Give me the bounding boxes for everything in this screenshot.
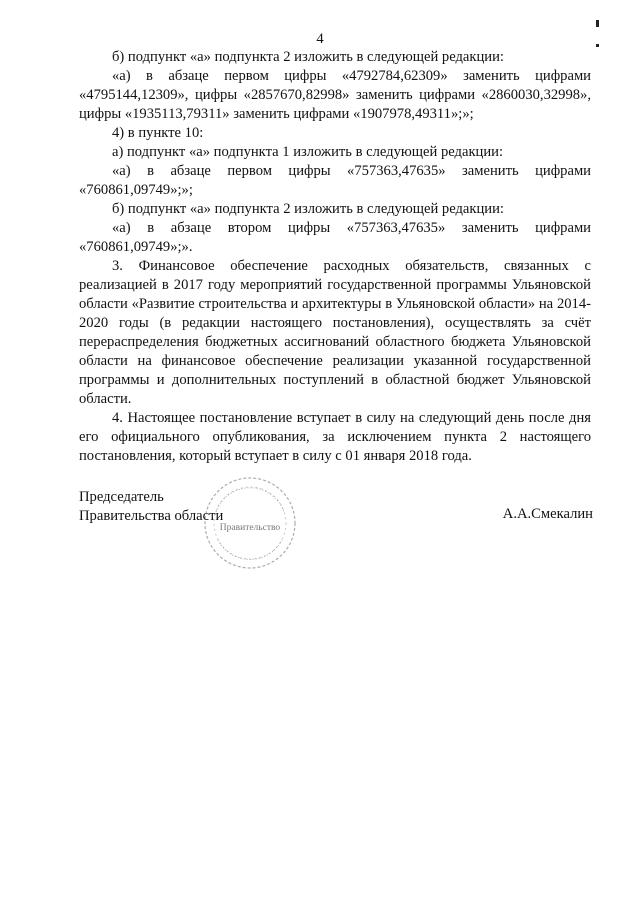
paragraph-amendment-1: «а) в абзаце первом цифры «4792784,62309» заменить цифрами «4795144,12309», цифры «2857670,82998» заменить цифрами «2860030,32998», цифры «1935113,79311» заменить цифрами «1907978,49311»;»; <box>79 68 591 122</box>
paragraph-subitem-b-2: б) подпункт «а» подпункта 2 изложить в следующей редакции: <box>112 201 504 217</box>
paragraph-subitem-a: а) подпункт «а» подпункта 1 изложить в следующей редакции: <box>112 144 504 160</box>
paragraph-3-financing: 3. Финансовое обеспечение расходных обязательств, связанных с реализацией в 2017 году мероприятий государственной программы Ульяновской области «Развитие строительства и архитектуры в Ульяновской области» на 2014-2020 годы (в редакции настоящего постановления), осуществлять за счёт перераспределения бюджетных ассигнований областного бюджета Ульяновской области на финансовое обеспечение реализации указанной государственной программы и дополнительных поступлений в областной бюджет Ульяновской области. <box>79 258 591 407</box>
signatory-name: А.А.Смекалин <box>502 506 593 522</box>
scan-mark-top <box>596 20 599 27</box>
paragraph-subitem-b-1: б) подпункт «а» подпункта 2 изложить в следующей редакции: <box>112 49 504 65</box>
paragraph-amendment-2: «а) в абзаце первом цифры «757363,47635» заменить цифрами «760861,09749»;»; <box>79 163 591 198</box>
page-number: 4 <box>316 31 324 47</box>
paragraph-4-effective-date: 4. Настоящее постановление вступает в силу на следующий день после дня его официального опубликования, за исключением пункта 2 настоящего постановления, который вступает в силу с 01 января 2018 года. <box>79 410 591 464</box>
paragraph-amendment-3: «а) в абзаце втором цифры «757363,47635» заменить цифрами «760861,09749»;». <box>79 220 591 255</box>
scan-mark-dot <box>596 44 599 47</box>
paragraph-item-4: 4) в пункте 10: <box>112 125 204 141</box>
signatory-title-line2: Правительства области <box>79 508 224 524</box>
signatory-title-line1: Председатель <box>79 489 164 505</box>
seal-inner-text: Правительство <box>219 523 281 533</box>
document-body <box>79 48 591 466</box>
official-seal-stamp <box>198 474 302 572</box>
